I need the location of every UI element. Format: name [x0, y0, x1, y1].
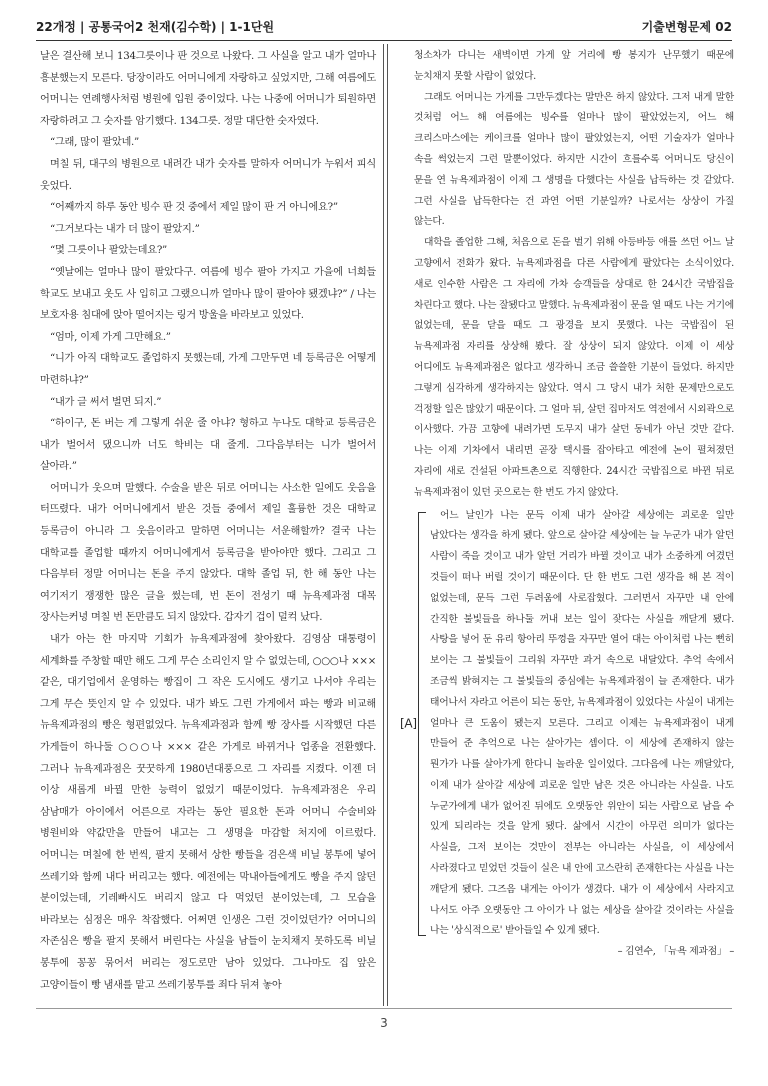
bracket-paragraph: 어느 날인가 나는 문득 이제 내가 살아갈 세상에는 괴로운 일만 남았다는 생각을 하게 됐다. 앞으로 살아갈 세상에는 늘 누군가 내가 알던 사람이 죽을 것이고 내가 알던 거리가 바뀔 것이고 내가 소중하게 여겼던 것들이 떠나 버릴 것이기 때문이다. 단 한 번도 그런 생각을 해 본 적이 없었는데, 문득 그런 두려움에 사로잡혔다. 그러면서 자꾸만 내 안에 간직한 불빛들을 하나둘 꺼내 보는 일이 잦다는 사실을 깨닫게 됐다. 사탕을 넣어 둔 유리 항아리 뚜껑을 자꾸만 열어 대는 아이처럼 나는 뻔히 보이는 그 불빛들이 그리워 자꾸만 과거 속으로 내달았다. 추억 속에서 조금씩 밝혀지는 그 불빛들의 중심에는 뉴욕제과점이 늘 존재한다. 내가 태어나서 자라고 어른이 되는 동안, 뉴욕제과점이 있었다는 사실이 내게는 얼마나 큰 도움이 됐는지 모른다. 그리고 이제는 뉴욕제과점이 내게 만들어 준 추억으로 나는 살아가는 셈이다. 이 세상에 존재하지 않는 뭔가가 나를 살아가게 한다니 놀라운 일이었다. 그다음에 나는 깨달았다, 이제 내가 살아갈 세상에 괴로운 일만 남은 것은 아니라는 사실을. 나도 누군가에게 내가 없어진 뒤에도 오랫동안 위안이 되는 사람으로 남을 수 있게 되리라는 것을 알게 됐다. 삶에서 시간이 아무런 의미가 없다는 사실을, 그저 보이는 것만이 전부는 아니라는 사실을, 이 세상에서 사라졌다고 믿었던 것들이 실은 내 안에 고스란히 존재한다는 사실을 나는 깨닫게 됐다. 그즈음 내게는 아이가 생겼다. 내가 이 세상에서 사라지고 나서도 아주 오랫동안 그 아이가 나 없는 세상을 살아갈 것이라는 사실을 나는 '상식적으로' 받아들일 수 있게 됐다. [430, 509, 734, 937]
bracket-label: [A] [400, 712, 417, 735]
paragraph: “옛날에는 얼마나 많이 팔았다구. 여름에 빙수 팔아 가지고 가을에 너희들 학교도 보내고 옷도 사 입히고 그랬으니까 얼마나 많이 팔아야 됐겠냐?” / 나는 보호자용 침대에 앉아 떨어지는 링거 방울을 바라보고 있었다. [40, 266, 376, 322]
header-course-info: 22개정 | 공통국어2 천재(김수학) | 1-1단원 [36, 20, 275, 34]
bracketed-passage-a [400, 506, 734, 943]
paragraph: “니가 아직 대학교도 졸업하지 못했는데, 가게 그만두면 네 등록금은 어떻게 마련하냐?” [40, 353, 376, 386]
paragraph: 내가 아는 한 마지막 기회가 뉴욕제과점에 찾아왔다. 김영삼 대통령이 세계화를 주창할 때만 해도 그게 무슨 소리인지 알 수 없었는데, ○○○나 ××× 같은, 대기업에서 운영하는 빵집이 그 작은 도시에도 생기고 나서야 우리는 그게 무슨 뜻인지 알 수 있었다. 내가 봐도 그런 가게에서 파는 빵과 비교해 뉴욕제과점의 빵은 형편없었다. 뉴욕제과점과 함께 빵 장사를 시작했던 다른 가게들이 하나둘 ○○○나 ××× 같은 가게로 바뀌거나 업종을 전환했다. 그러나 뉴욕제과점은 꿋꿋하게 1980년대풍으로 그 자리를 지켰다. 이젠 더 이상 새롭게 바뀔 만한 능력이 없었기 때문이었다. 뉴욕제과점은 우리 삼남매가 아이에서 어른으로 자라는 동안 필요한 돈과 어머니 수술비와 병원비와 약값만을 만들어 내고는 그 생명을 마감할 처지에 이르렀다. 어머니는 며칠에 한 번씩, 팔지 못해서 상한 빵들을 검은색 비닐 봉투에 넣어 쓰레기와 함께 내다 버리고는 했다. 예전에는 막내아들에게도 빵을 주지 않던 분이었는데, 기레빠시도 버리지 않고 다 먹었던 분이었는데, 그 모습을 바라보는 심정은 매우 착잡했다. 어쩌면 인생은 그런 것이었던가? 어머니의 자존심은 빵을 팔지 못해서 버린다는 사실을 남들이 눈치채지 못하도록 비닐 봉투에 꽁꽁 묶어서 버리는 정도로만 남아 있었다. 그나마도 집 앞은 고양이들이 빵 냄새를 맡고 쓰레기봉투를 죄다 뒤져 놓아 [40, 634, 377, 991]
column-divider-left [383, 44, 384, 1006]
header-rule [36, 40, 732, 41]
bracket-bottom-tick [418, 935, 426, 936]
paragraph: “그래, 많이 팔았네.” [50, 137, 140, 149]
paragraph: “엄마, 이제 가게 그만해요.” [50, 331, 171, 343]
paragraph: 어머니가 웃으며 말했다. 수술을 받은 뒤로 어머니는 사소한 일에도 웃음을 터뜨렸다. 내가 어머니에게서 받은 것들 중에서 제일 훌륭한 것은 대학교 등록금이 아니라 그 웃음이라고 말하면 어머니는 서운해할까? 결국 나는 대학교를 졸업할 때까지 어머니에게서 등록금을 받아야만 했다. 그리고 그 다음부터 정말 어머니는 돈을 주지 않았다. 대학 졸업 뒤, 한 해 동안 나는 여기저기 쟁쟁한 많은 글을 썼는데, 번 돈이 전성기 때 뉴욕제과점 대목 장사는커녕 며칠 번 돈만큼도 되지 않았다. 갑자기 겁이 덜컥 났다. [40, 482, 376, 624]
paragraph: 청소차가 다니는 새벽이면 가게 앞 거리에 빵 봉지가 난무했기 때문에 눈치채지 못할 사람이 없었다. [414, 50, 734, 82]
footer-rule [36, 1008, 732, 1009]
right-column [400, 46, 734, 963]
paragraph: 며칠 뒤, 대구의 병원으로 내려간 내가 숫자를 말하자 어머니가 누워서 피식 웃었다. [40, 158, 376, 192]
paragraph: “내가 글 써서 벌면 되지.” [50, 396, 162, 408]
source-citation: – 김연수, 「뉴욕 제과점」 – [617, 946, 734, 958]
paragraph: 그래도 어머니는 가게를 그만두겠다는 말만은 하지 않았다. 그저 내게 말한 것처럼 어느 해 여름에는 빙수를 얼마나 많이 팔았었는지, 어느 해 크리스마스에는 케이크를 얼마나 많이 팔았었는지, 어떤 기술자가 얼마나 속을 썩었는지 그런 말뿐이었다. 하지만 시간이 흐를수록 어머니도 당신이 문을 연 뉴욕제과점이 이제 그 생명을 다했다는 사실을 납득하는 것 같았다. 그런 사실을 납득한다는 건 과연 어떤 기분일까? 나로서는 상상이 가질 않는다. [414, 91, 734, 228]
left-column [40, 46, 376, 996]
paragraph: “어째까지 하루 동안 빙수 판 것 중에서 제일 많이 판 거 아니에요?” [50, 202, 338, 214]
header-set-title: 기출변형문제 02 [641, 20, 732, 34]
paragraph: “하이구, 돈 버는 게 그렇게 쉬운 줄 아냐? 형하고 누나도 대학교 등록금은 내가 벌어서 댔으니까 너도 학비는 대 줄게. 그다음부터는 니가 벌어서 살아라.” [40, 418, 376, 473]
page-number: 3 [380, 1016, 388, 1030]
paragraph: 대학을 졸업한 그해, 처음으로 돈을 벌기 위해 아등바등 애를 쓰던 어느 날 고향에서 전화가 왔다. 뉴욕제과점을 다른 사람에게 팔았다는 소식이었다. 새로 인수한 사람은 그 자리에 가차 승객들을 상대로 한 24시간 국밥집을 차린다고 했다. 나는 잘됐다고 말했다. 뉴욕제과점이 문을 열 때도 나는 거기에 없었는데, 문을 닫을 때도 그 광경을 보지 못했다. 나는 국밥집이 된 뉴욕제과점 자리를 상상해 봤다. 잘 상상이 되지 않았다. 이제 이 세상 어디에도 뉴욕제과점은 없다고 생각하니 조금 쓸쓸한 기분이 들었다. 하지만 그렇게 심각하게 생각하지는 않았다. 역시 그 당시 내가 처한 문제만으로도 걱정할 일은 많았기 때문이다. 그 얼마 뒤, 살던 집마저도 역전에서 시외곽으로 이사했다. 가끔 고향에 내려가면 도무지 내가 살던 동네가 아닌 것만 같다. 나는 이제 기차에서 내리면 곧장 택시를 잡아타고 예전에 논이 펼쳐졌던 자리에 새로 건설된 아파트촌으로 직행한다. 24시간 국밥집으로 바뀐 뒤로 뉴욕제과점이 있던 곳으로는 한 번도 가지 않았다. [414, 237, 734, 498]
page-header [36, 14, 732, 38]
bracket-line [418, 512, 419, 937]
bracket-top-tick [418, 512, 426, 513]
column-divider-right [387, 44, 388, 1006]
paragraph: “그거보다는 내가 더 많이 팔았지.” [50, 223, 200, 235]
paragraph: 날은 결산해 보니 134그릇이나 판 것으로 나왔다. 그 사실을 알고 내가 얼마나 흥분했는지 모른다. 당장이라도 어머니에게 자랑하고 싶었지만, 그해 여름에도 어머니는 연례행사처럼 병원에 입원 중이었다. 나는 나중에 어머니가 퇴원하면 자랑하려고 그 숫자를 암기했다. 134그릇. 정말 대단한 숫자였다. [40, 51, 376, 127]
paragraph: “몇 그릇이나 팔았는데요?” [50, 245, 168, 257]
